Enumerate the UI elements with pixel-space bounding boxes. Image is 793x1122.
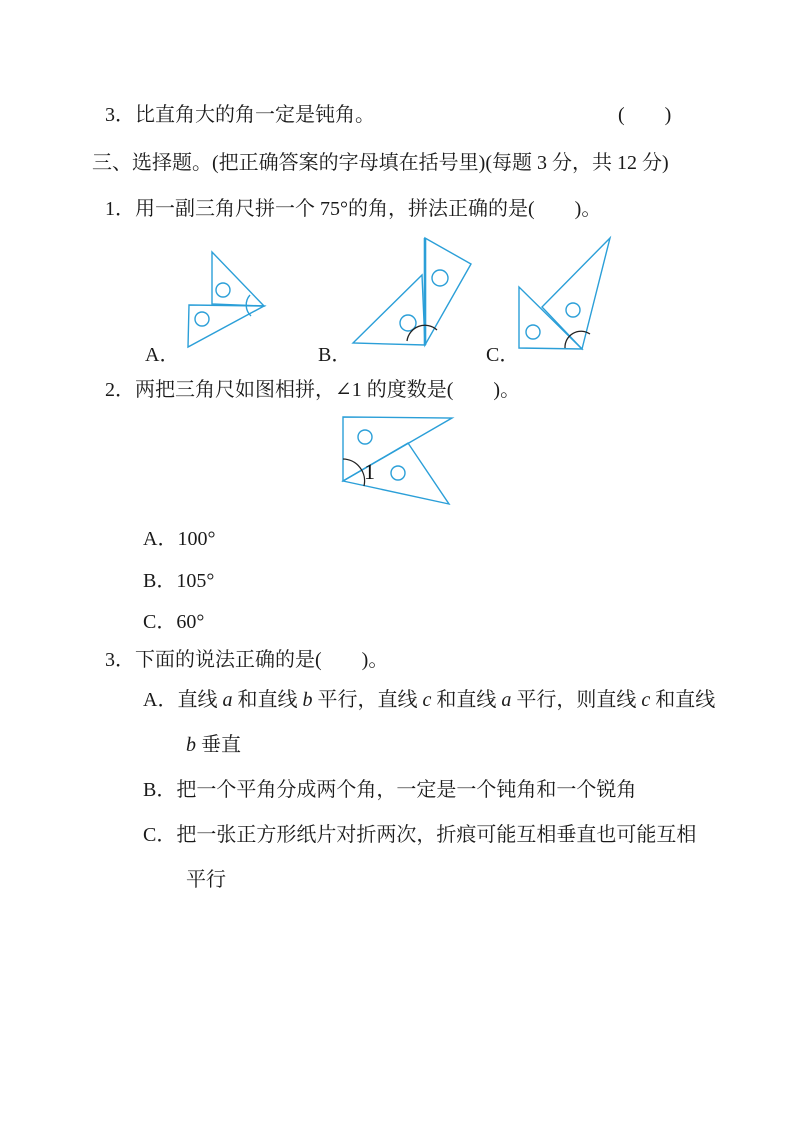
true-false-item-3-answer-blank: ( ) — [618, 104, 672, 126]
q1-figure-a — [188, 252, 264, 347]
q1-figure-c — [519, 238, 610, 349]
q2-option-c-label: C． — [143, 611, 177, 633]
q1b-ruler-hole-1 — [432, 270, 448, 286]
q1-figure-label-a: A． — [145, 344, 180, 366]
q3-option-a-seg6: 和直线 — [650, 689, 716, 711]
q3-option-a-seg5: 平行，则直线 — [511, 689, 642, 711]
q1b-triangle-ruler-1 — [353, 275, 425, 345]
q1c-ruler-hole-1 — [566, 303, 580, 317]
section-heading: 三、选择题。(把正确答案的字母填在括号里)(每题 3 分，共 12 分) — [92, 152, 669, 174]
q3-option-c-text: 把一张正方形纸片对折两次，折痕可能互相垂直也可能互相 — [176, 824, 697, 846]
q3-option-a-seg4: 和直线 — [431, 689, 502, 711]
q3-option-c — [143, 823, 696, 847]
q3-option-a-var-c2: c — [641, 689, 651, 711]
q2-option-a — [143, 527, 215, 551]
q2-figure-svg — [334, 412, 462, 508]
q2-ruler-hole-1 — [358, 430, 372, 444]
q1-figures-svg — [130, 228, 630, 360]
q1-figure-label-b: B． — [318, 344, 352, 366]
q2-option-a-label: A． — [143, 528, 178, 550]
q3-option-a-var-c: c — [422, 689, 432, 711]
q2-triangle-ruler-2 — [343, 443, 449, 504]
q2-option-b-label: B． — [143, 570, 177, 592]
q3-option-a-seg3: 平行，直线 — [312, 689, 423, 711]
q3-option-a-wrap-text: 垂直 — [196, 734, 241, 756]
q3-option-a-seg1: 直线 — [177, 689, 223, 711]
q3-option-b-label: B． — [143, 779, 177, 801]
q1c-ruler-hole-2 — [526, 325, 540, 339]
q1a-triangle-ruler-1 — [212, 252, 264, 306]
q3-option-c-wrap-text: 平行 — [186, 869, 226, 891]
true-false-item-3-text: 3．比直角大的角一定是钝角。 — [105, 104, 375, 126]
q3-option-a-wrap-line — [186, 733, 241, 757]
q2-ruler-hole-2 — [391, 466, 405, 480]
q2-option-c — [143, 610, 204, 634]
q3-option-c-label: C． — [143, 824, 177, 846]
q2-option-c-value: 60° — [176, 611, 205, 633]
q1a-ruler-hole-1 — [216, 283, 230, 297]
q2-option-b — [143, 569, 214, 593]
q2-text: 2．两把三角尺如图相拼，∠1 的度数是( )。 — [105, 379, 521, 401]
q1-figure-b — [353, 238, 471, 345]
q1-figure-label-c: C． — [486, 344, 520, 366]
q3-option-a-wrap-var-b: b — [186, 734, 196, 756]
q3-option-b-text: 把一个平角分成两个角，一定是一个钝角和一个锐角 — [176, 779, 637, 801]
q3-option-b — [143, 778, 636, 802]
q3-option-c-wrap-line — [186, 868, 226, 892]
q2-option-b-value: 105° — [176, 570, 215, 592]
q3-option-a — [143, 688, 715, 712]
q1b-triangle-ruler-2 — [425, 238, 471, 345]
q3-option-a-seg2: 和直线 — [232, 689, 303, 711]
q2-angle-1-label: 1 — [364, 459, 375, 484]
q3-text: 3．下面的说法正确的是( )。 — [105, 649, 389, 671]
q1a-ruler-hole-2 — [195, 312, 209, 326]
q1-text: 1．用一副三角尺拼一个 75°的角，拼法正确的是( )。 — [105, 198, 602, 220]
q3-option-a-var-a2: a — [501, 689, 512, 711]
q3-option-a-var-a: a — [222, 689, 233, 711]
q3-option-a-label: A． — [143, 689, 178, 711]
q3-option-a-var-b: b — [302, 689, 313, 711]
q2-option-a-value: 100° — [177, 528, 216, 550]
